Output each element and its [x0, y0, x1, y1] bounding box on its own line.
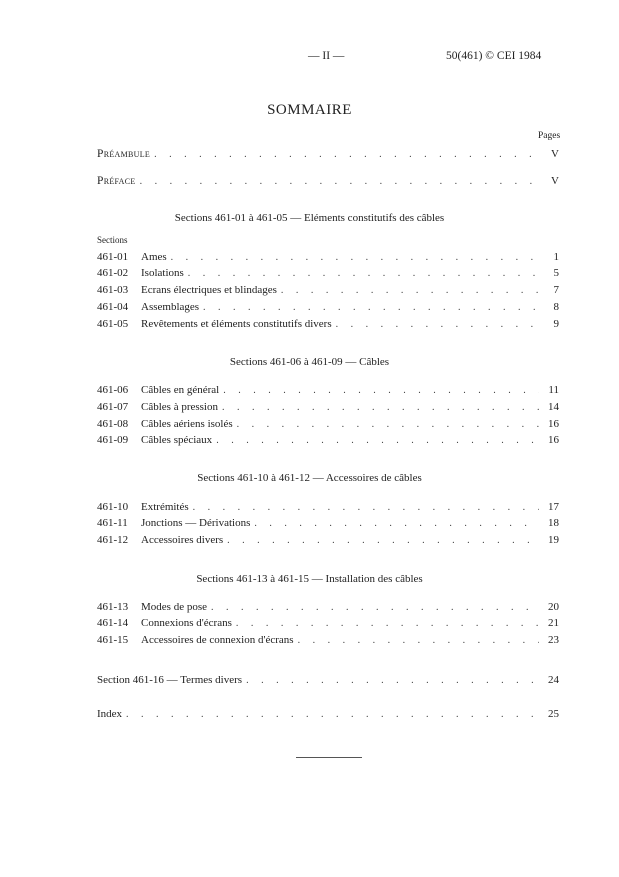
toc-entry-code: 461-02 [97, 267, 129, 279]
dot-leader [216, 433, 539, 449]
toc-entry-461-08[interactable] [97, 416, 559, 432]
toc-entry-label: Revêtements et éléments constitutifs divers [141, 318, 332, 330]
toc-entry-label: Jonctions — Dérivations [141, 517, 251, 529]
toc-entry-page: 5 [553, 267, 559, 279]
toc-entry-page: 18 [548, 517, 559, 529]
toc-entry-461-13[interactable] [97, 599, 559, 615]
toc-entry-page: 23 [548, 634, 559, 646]
toc-entry-index[interactable] [97, 706, 559, 722]
toc-entry-code: 461-05 [97, 318, 129, 330]
toc-entry-code: 461-13 [97, 601, 129, 613]
toc-entry-461-02[interactable] [97, 265, 559, 281]
toc-entry-code: 461-14 [97, 617, 129, 629]
toc-entry-code: 461-10 [97, 501, 129, 513]
dot-leader [246, 673, 539, 689]
toc-entry-code: 461-07 [97, 401, 129, 413]
toc-entry-page: 16 [548, 418, 559, 430]
toc-entry-page: 8 [553, 301, 559, 313]
dot-leader [237, 417, 539, 433]
toc-entry-page: 16 [548, 434, 559, 446]
dot-leader [298, 633, 539, 649]
toc-entry-page: 11 [548, 384, 559, 396]
group-title-3: Sections 461-10 à 461-12 — Accessoires de câbles [197, 472, 422, 484]
toc-entry-label: Câbles en général [141, 384, 220, 396]
toc-entry-page: 25 [548, 708, 559, 720]
toc-entry-label: Assemblages [141, 301, 200, 313]
toc-entry-label: Modes de pose [141, 601, 207, 613]
toc-entry-label: Section 461-16 — Termes divers [97, 674, 243, 686]
toc-entry-label: Accessoires divers [141, 534, 224, 546]
dot-leader [188, 266, 539, 282]
toc-entry-label: Accessoires de connexion d'écrans [141, 634, 294, 646]
sections-column-label: Sections [97, 235, 128, 245]
dot-leader [336, 317, 539, 333]
dot-leader [236, 616, 539, 632]
toc-entry-label: Câbles à pression [141, 401, 218, 413]
toc-entry-461-04[interactable] [97, 299, 559, 315]
toc-entry-label: Câbles aériens isolés [141, 418, 233, 430]
toc-entry-461-10[interactable] [97, 499, 559, 515]
toc-entry-461-12[interactable] [97, 532, 559, 548]
toc-entry-label: Ames [141, 251, 167, 263]
toc-entry-461-14[interactable] [97, 615, 559, 631]
toc-entry-461-09[interactable] [97, 432, 559, 448]
toc-entry-preface[interactable] [97, 173, 559, 189]
toc-entry-page: 21 [548, 617, 559, 629]
page-number: — II — [308, 50, 345, 62]
toc-entry-page: 20 [548, 601, 559, 613]
dot-leader [211, 600, 539, 616]
toc-entry-461-06[interactable] [97, 382, 559, 398]
dot-leader [154, 147, 539, 163]
toc-entry-461-11[interactable] [97, 515, 559, 531]
toc-entry-page: 9 [553, 318, 559, 330]
dot-leader [193, 500, 539, 516]
toc-entry-code: 461-15 [97, 634, 129, 646]
toc-entry-code: 461-09 [97, 434, 129, 446]
dot-leader [223, 383, 539, 399]
group-title-2: Sections 461-06 à 461-09 — Câbles [229, 356, 390, 368]
toc-entry-label: Câbles spéciaux [141, 434, 213, 446]
dot-leader [140, 174, 539, 190]
dot-leader [222, 400, 539, 416]
toc-entry-label: Préambule [97, 148, 151, 160]
page-title: SOMMAIRE [267, 102, 352, 118]
toc-entry-label: Connexions d'écrans [141, 617, 232, 629]
toc-entry-code: 461-06 [97, 384, 129, 396]
dot-leader [227, 533, 539, 549]
toc-entry-page: 14 [548, 401, 559, 413]
toc-entry-label: Isolations [141, 267, 184, 279]
group-title-4: Sections 461-13 à 461-15 — Installation des câbles [196, 573, 423, 585]
toc-entry-page: 19 [548, 534, 559, 546]
toc-entry-461-15[interactable] [97, 632, 559, 648]
toc-entry-461-05[interactable] [97, 316, 559, 332]
toc-entry-461-16[interactable] [97, 672, 559, 688]
dot-leader [254, 516, 539, 532]
toc-entry-461-03[interactable] [97, 282, 559, 298]
toc-entry-preambule[interactable] [97, 146, 559, 162]
pages-column-label: Pages [538, 131, 561, 141]
toc-entry-461-01[interactable] [97, 249, 559, 265]
toc-entry-page: V [551, 175, 559, 187]
dot-leader [281, 283, 539, 299]
toc-entry-label: Préface [97, 175, 136, 187]
toc-entry-page: 7 [553, 284, 559, 296]
toc-entry-page: 24 [548, 674, 559, 686]
toc-entry-code: 461-01 [97, 251, 129, 263]
toc-entry-461-07[interactable] [97, 399, 559, 415]
toc-entry-page: 1 [553, 251, 559, 263]
dot-leader [171, 250, 539, 266]
end-divider [296, 757, 362, 758]
dot-leader [203, 300, 539, 316]
toc-entry-label: Ecrans électriques et blindages [141, 284, 277, 296]
toc-entry-page: 17 [548, 501, 559, 513]
dot-leader [126, 707, 539, 723]
toc-entry-label: Extrémités [141, 501, 189, 513]
toc-entry-code: 461-11 [97, 517, 128, 529]
toc-entry-label: Index [97, 708, 123, 720]
toc-entry-code: 461-08 [97, 418, 129, 430]
toc-entry-code: 461-03 [97, 284, 129, 296]
toc-entry-page: V [551, 148, 559, 160]
group-title-1: Sections 461-01 à 461-05 — Eléments constitutifs des câbles [174, 212, 445, 224]
document-reference: 50(461) © CEI 1984 [446, 50, 542, 62]
toc-entry-code: 461-12 [97, 534, 129, 546]
toc-entry-code: 461-04 [97, 301, 129, 313]
